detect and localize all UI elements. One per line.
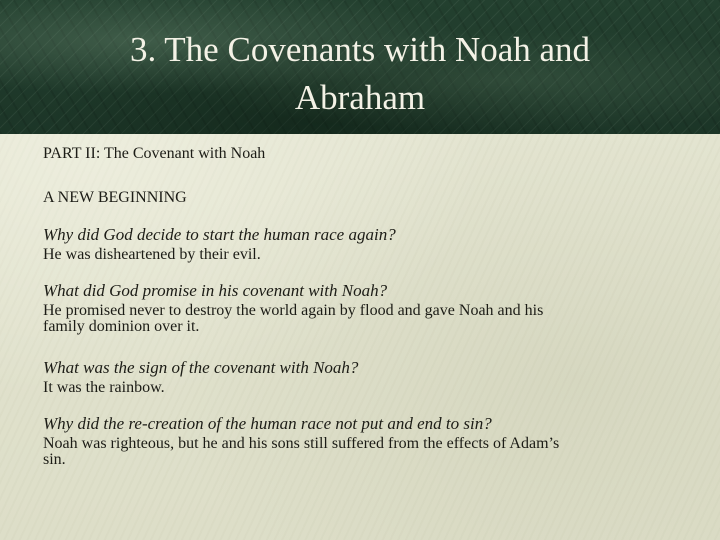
part-heading: PART II: The Covenant with Noah	[43, 145, 266, 162]
qa-item	[43, 281, 683, 335]
question-text: Why did God decide to start the human race again?	[43, 225, 396, 244]
slide-body	[43, 144, 683, 468]
answer-text: He was disheartened by their evil.	[43, 246, 261, 263]
question-text: What did God promise in his covenant with Noah?	[43, 281, 388, 300]
answer-line-1: He promised never to destroy the world again by flood and gave Noah and his	[43, 302, 544, 319]
qa-item	[43, 358, 683, 396]
answer-text: It was the rainbow.	[43, 379, 165, 396]
qa-item	[43, 225, 683, 263]
answer-text	[43, 303, 683, 335]
slide-title	[0, 26, 720, 122]
title-band	[0, 0, 720, 134]
answer-line-1: Noah was righteous, but he and his sons still suffered from the effects of Adam’s	[43, 435, 560, 452]
answer-text	[43, 436, 683, 468]
answer-line-2: family dominion over it.	[43, 318, 200, 335]
question-text: What was the sign of the covenant with Noah?	[43, 358, 359, 377]
slide-title-line-2: Abraham	[294, 78, 426, 117]
slide-title-line-1: 3. The Covenants with Noah and	[129, 30, 591, 69]
qa-item	[43, 414, 683, 468]
answer-line-2: sin.	[43, 451, 66, 468]
section-heading: A NEW BEGINNING	[43, 189, 187, 206]
question-text: Why did the re-creation of the human race not put and end to sin?	[43, 414, 492, 433]
